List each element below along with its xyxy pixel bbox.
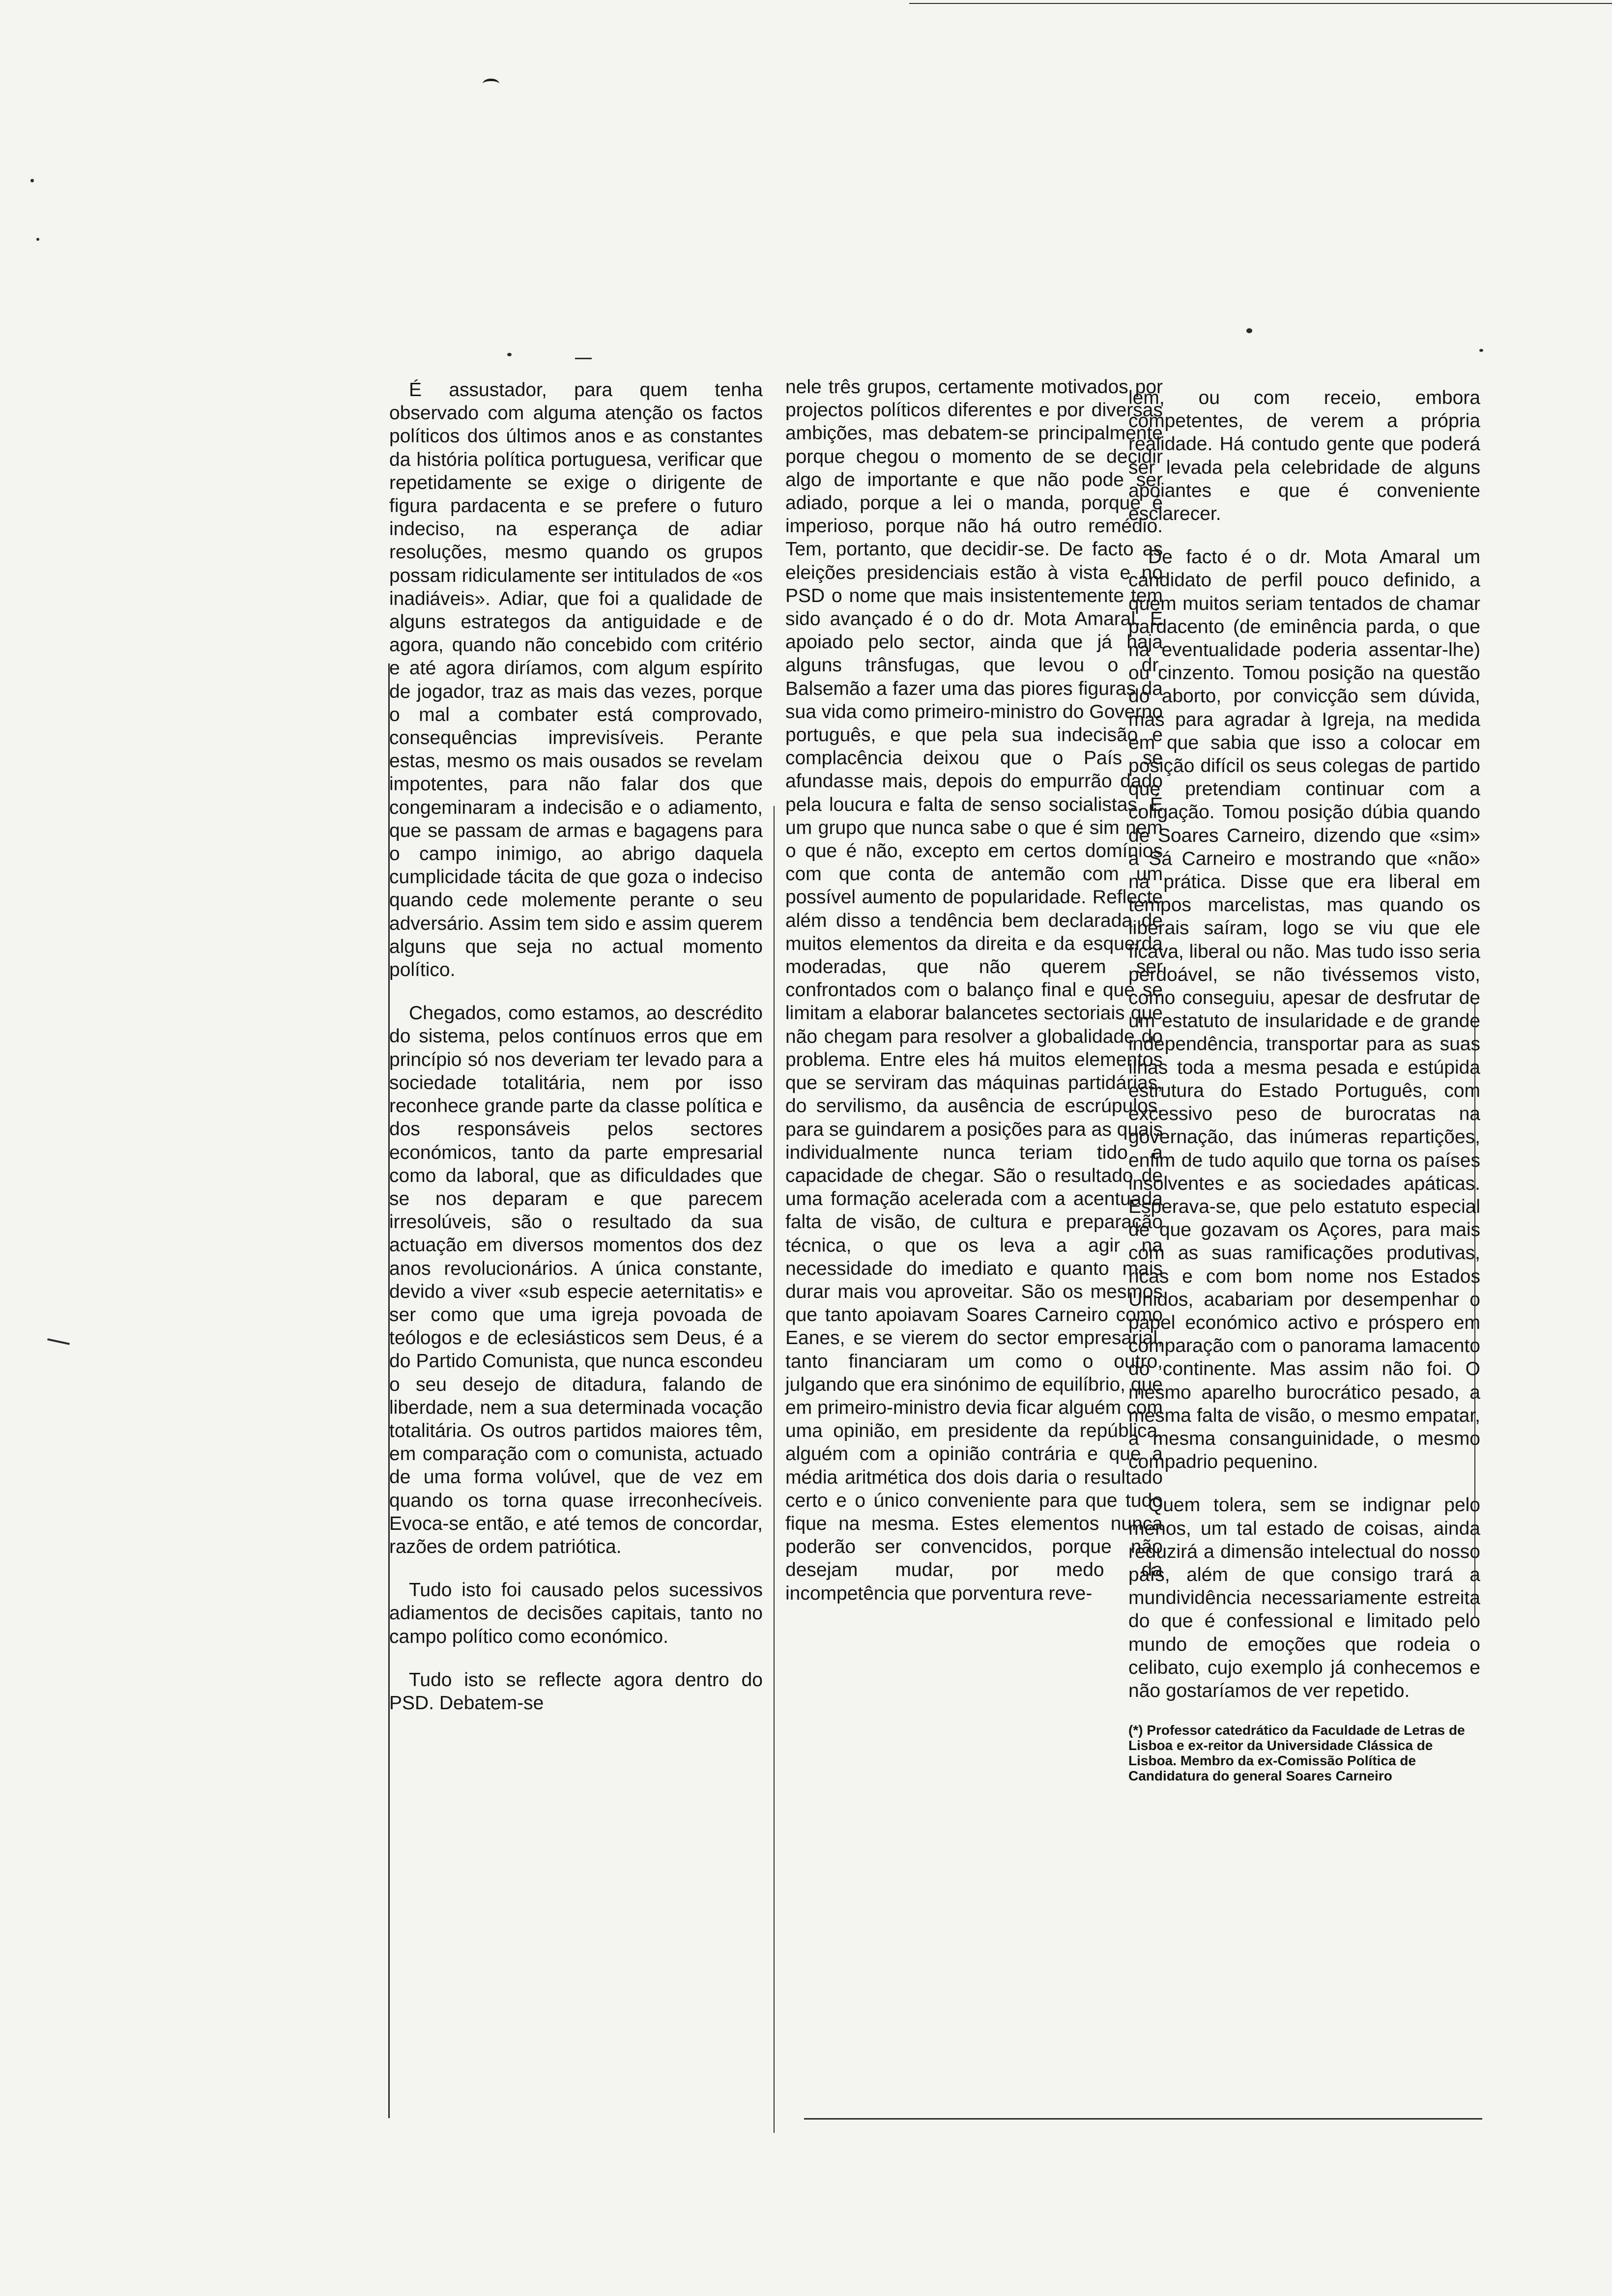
paragraph: Tudo isto foi causado pelos sucessivos adiamentos de decisões capitais, tanto no campo político como económico.	[389, 1579, 763, 1647]
paragraph: nele três grupos, certamente motivados por projectos políticos diferentes e por diversas ambições, mas debatem-se principalmente porque chegou o momento de se decidir algo de importante e que não pode ser adiado, porque a lei o manda, porque é imperioso, porque não há outro remédio. Tem, portanto, que decidir-se. De facto as eleições presidenciais estão à vista e no PSD o nome que mais insistentemente tem sido avançado é o do dr. Mota Amaral. É apoiado pelo sector, ainda que já haja alguns trânsfugas, que levou o dr. Balsemão a fazer uma das piores figuras da sua vida como primeiro-ministro do Governo português, e que pela sua indecisão e complacência deixou que o País se afundasse mais, depois do empurrão dado pela loucura e falta de senso socialistas. É um grupo que nunca sabe o que é sim nem o que é não, excepto em certos domínios com que conta de antemão com um possível aumento de popularidade. Reflecte além disso a tendência bem declarada de muitos elementos da direita e da esquerda moderadas, que não querem ser confrontados com o balanço final e que se limitam a elaborar balancetes sectoriais que não chegam para resolver a globalidade do problema. Entre eles há muitos elementos que se serviram das máquinas partidárias, do servilismo, da ausência de escrúpulos, para se guindarem a posições para as quais individualmente nunca teriam tido a capacidade de chegar. São o resultado de uma formação acelerada com a acentuada falta de visão, de cultura e preparação técnica, o que os leva a agir na necessidade do imediato e quanto mais durar mais vou aproveitar. São os mesmos que tanto apoiavam Soares Carneiro como Eanes, e se vierem do sector empresarial, tanto financiaram um como o outro, julgando que era sinónimo de equilíbrio, que em primeiro-ministro devia ficar alguém com uma opinião, em presidente da república, alguém com a opinião contrária e que a média aritmética dos dois daria o resultado certo e o único conveniente para que tudo fique na mesma. Estes elementos nunca poderão ser convencidos, porque não desejam mudar, por medo da incompetência que porventura reve-	[785, 376, 1163, 1604]
top-edge-rule	[909, 3, 1612, 4]
paragraph: É assustador, para quem tenha observado com alguma atenção os factos políticos dos últimos anos e as constantes da história política portuguesa, verificar que repetidamente se exige o dirigente de figura pardacenta e se prefere o futuro indeciso, na esperança de adiar resoluções, mesmo quando os grupos possam ridiculamente ser intitulados de «os inadiáveis». Adiar, que foi a qualidade de alguns estrategos da antiguidade e de agora, quando não concebido com critério e até agora diríamos, com algum espírito de jogador, traz as mais das vezes, porque o mal a combater está comprovado, consequências imprevisíveis. Perante estas, mesmo os mais ousados se revelam impotentes, para não falar dos que congeminaram a indecisão e o adiamento, que se passam de armas e bagagens para o campo inimigo, ao abrigo daquela cumplicidade tácita de que goza o indeciso quando cede molemente perante o seu adversário. Assim tem sido e assim querem alguns que seja no actual momento político.	[389, 379, 763, 981]
scan-speck	[30, 179, 34, 182]
author-footnote: (*) Professor catedrático da Faculdade de Letras de Lisboa e ex-reitor da Universidade Clássica de Lisboa. Membro da ex-Comissão Política de Candidatura do general Soares Carneiro	[1128, 1722, 1465, 1784]
paragraph: De facto é o dr. Mota Amaral um candidato de perfil pouco definido, a quem muitos seriam tentados de chamar pardacento (de eminência parda, o que na eventualidade poderia assentar-lhe) ou cinzento. Tomou posição na questão do aborto, por convicção sem dúvida, mas para agradar à Igreja, na medida em que sabia que isso a colocar em posição difícil os seus colegas de partido que pretendiam continuar com a coligação. Tomou posição dúbia quando de Soares Carneiro, dizendo que «sim» a Sá Carneiro e mostrando que «não» na prática. Disse que era liberal em tempos marcelistas, mas quando os liberais saíram, logo se viu que ele ficava, liberal ou não. Mas tudo isso seria perdoável, se não tivéssemos visto, como conseguiu, apesar de desfrutar de um estatuto de insularidade e de grande independência, transportar para as suas ilhas toda a mesma pesada e estúpida estrutura do Estado Português, com excessivo peso de burocratas na governação, das inúmeras repartições, enfim de tudo aquilo que torna os países insolventes e as sociedades apáticas. Esperava-se, que pelo estatuto especial de que gozavam os Açores, para mais com as suas ramificações produtivas, ricas e com bom nome nos Estados Unidos, acabariam por desempenhar o papel económico activo e próspero em comparação com o panorama lamacento do continente. Mas assim não foi. O mesmo aparelho burocrático pesado, a mesma falta de visão, o mesmo empatar, a mesma consanguinidade, o mesmo compadrio pequenino.	[1128, 546, 1480, 1473]
article-column-3	[1128, 386, 1480, 1783]
column-rule-middle	[774, 806, 775, 2133]
scan-bracket	[47, 1338, 70, 1345]
scan-speck	[36, 238, 39, 241]
paragraph: lem, ou com receio, embora competentes, de verem a própria realidade. Há contudo gente que poderá ser levada pela celebridade de alguns apoiantes e que é conveniente esclarecer.	[1128, 387, 1480, 525]
bottom-rule	[804, 2118, 1482, 2120]
paragraph: Chegados, como estamos, ao descrédito do sistema, pelos contínuos erros que em princípio só nos deveriam ter levado para a sociedade totalitária, nem por isso reconhece grande parte da classe política e dos responsáveis pelos sectores económicos, tanto da parte empresarial como da laboral, que as dificuldades que se nos deparam e que parecem irresolúveis, são o resultado da sua actuação em diversos momentos dos dez anos revolucionários. A única constante, devido a viver «sub especie aeternitatis» e ser como que uma igreja povoada de teólogos e de eclesiásticos sem Deus, é a do Partido Comunista, que nunca escondeu o seu desejo de ditadura, falando de liberdade, nem a sua determinada vocação totalitária. Os outros partidos maiores têm, em comparação com o comunista, actuado de uma forma volúvel, que de vez em quando os torna quase irreconhecíveis. Evoca-se então, e até temos de concordar, razões de ordem patriótica.	[389, 1003, 763, 1557]
article-column-2	[785, 375, 1163, 1625]
scan-mark	[483, 79, 499, 89]
paragraph: Tudo isto se reflecte agora dentro do PSD. Debatem-se	[389, 1669, 763, 1714]
scan-speck	[507, 353, 512, 356]
scan-speck	[1479, 349, 1483, 352]
scan-dash	[575, 358, 592, 359]
paragraph: Quem tolera, sem se indignar pelo menos, um tal estado de coisas, ainda reduzirá a dimensão intelectual do nosso país, além de que consigo trará a mundividência necessariamente estreita do que é confessional e limitado pelo mundo de emoções que rodeia o celibato, cujo exemplo já conhecemos e não gostaríamos de ver repetido.	[1128, 1494, 1480, 1701]
article-column-1	[389, 378, 763, 1735]
scan-speck	[1246, 328, 1252, 333]
